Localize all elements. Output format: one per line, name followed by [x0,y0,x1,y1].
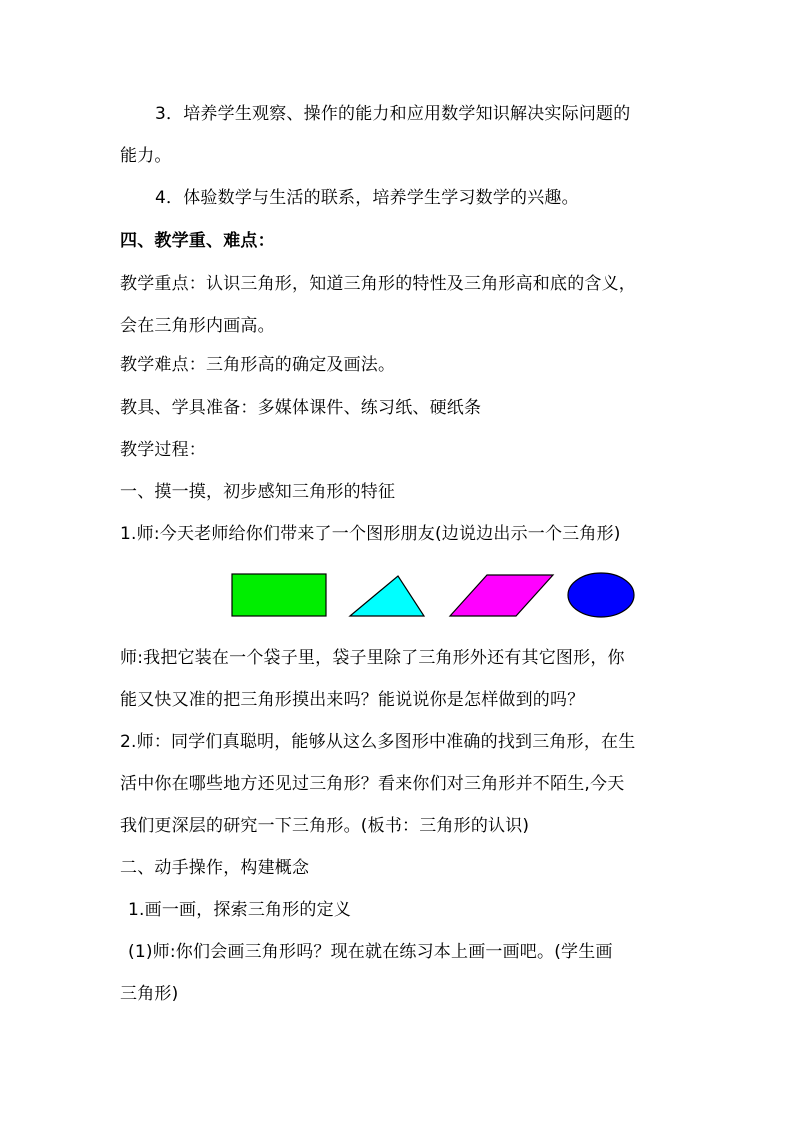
step-2-cont-2: 我们更深层的研究一下三角形。(板书：三角形的认识) [120,816,530,836]
step-2-1-1-cont: 三角形) [120,984,179,1004]
step-2-1-1: (1)师:你们会画三角形吗？现在就在练习本上画一画吧。(学生画 [128,942,613,962]
step-2-cont-1: 活中你在哪些地方还见过三角形？看来你们对三角形并不陌生,今天 [120,774,625,794]
key-point-cont: 会在三角形内画高。 [120,316,275,336]
step-2: 2.师：同学们真聪明，能够从这么多图形中准确的找到三角形，在生 [120,732,636,752]
step-2-heading: 二、动手操作，构建概念 [120,858,310,878]
step-1-2: 师:我把它装在一个袋子里，袋子里除了三角形外还有其它图形，你 [120,648,625,668]
magenta-parallelogram [450,575,553,616]
process-heading: 教学过程： [120,440,206,460]
objective-3: 3．培养学生观察、操作的能力和应用数学知识解决实际问题的 [155,104,631,124]
blue-ellipse [568,573,634,617]
section-heading-key-points: 四、教学重、难点： [120,231,275,251]
key-point: 教学重点：认识三角形，知道三角形的特性及三角形高和底的含义， [120,274,636,294]
objective-3-cont: 能力。 [120,146,172,166]
cyan-triangle [350,576,424,616]
step-1-2-cont: 能又快又准的把三角形摸出来吗？能说说你是怎样做到的吗？ [120,690,585,710]
materials: 教具、学具准备：多媒体课件、练习纸、硬纸条 [120,398,482,418]
step-2-1-heading: 1.画一画，探索三角形的定义 [128,900,352,920]
green-rectangle [232,574,326,616]
step-1-heading: 一、摸一摸，初步感知三角形的特征 [120,482,396,502]
difficult-point: 教学难点：三角形高的确定及画法。 [120,355,396,375]
shapes-illustration [228,570,640,620]
objective-4: 4．体验数学与生活的联系，培养学生学习数学的兴趣。 [155,188,579,208]
step-1-1: 1.师:今天老师给你们带来了一个图形朋友(边说边出示一个三角形) [120,524,621,544]
